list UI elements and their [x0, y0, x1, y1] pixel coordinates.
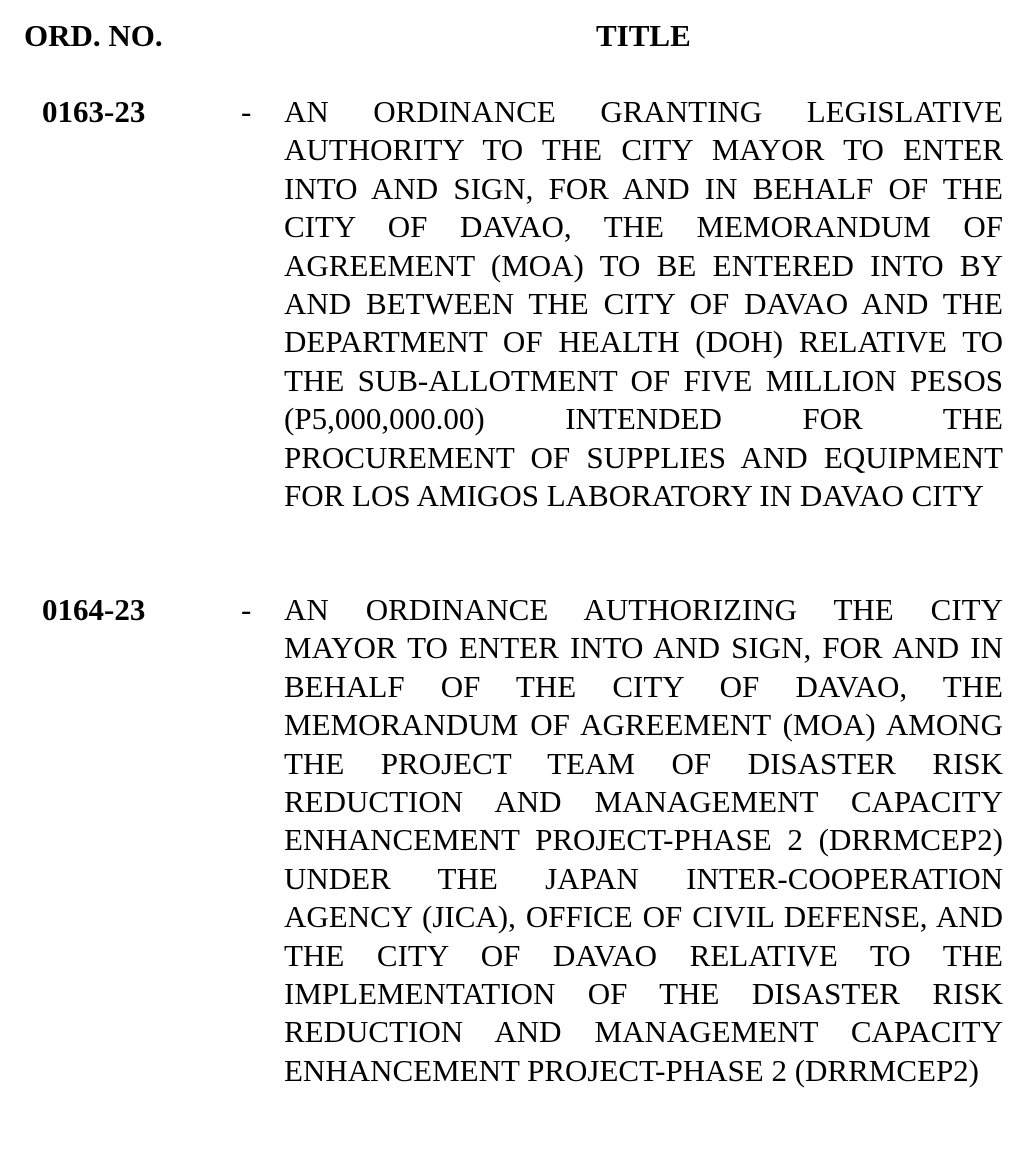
ordinance-title: AN ORDINANCE GRANTING LEGISLATIVE AUTHORITY TO THE CITY MAYOR TO ENTER INTO AND SIGN, FOR AND IN BEHALF OF THE CITY OF DAVAO, THE MEMORANDUM OF AGREEMENT (MOA) TO BE ENTERED INTO BY AND BETWEEN THE CITY OF DAVAO AND THE DEPARTMENT OF HEALTH (DOH) RELATIVE TO THE SUB-ALLOTMENT OF FIVE MILLION PESOS (P5,000,000.00) INTENDED FOR THE PROCUREMENT OF SUPPLIES AND EQUIPMENT FOR LOS AMIGOS LABORATORY IN DAVAO CITY	[284, 94, 1003, 514]
entry-dash: -	[241, 592, 252, 627]
ordinance-title: AN ORDINANCE AUTHORIZING THE CITY MAYOR TO ENTER INTO AND SIGN, FOR AND IN BEHALF OF THE CITY OF DAVAO, THE MEMORANDUM OF AGREEMENT (MOA) AMONG THE PROJECT TEAM OF DISASTER RISK REDUCTION AND MANAGEMENT CAPACITY ENHANCEMENT PROJECT-PHASE 2 (DRRMCEP2) UNDER THE JAPAN INTER-COOPERATION AGENCY (JICA), OFFICE OF CIVIL DEFENSE, AND THE CITY OF DAVAO RELATIVE TO THE IMPLEMENTATION OF THE DISASTER RISK REDUCTION AND MANAGEMENT CAPACITY ENHANCEMENT PROJECT-PHASE 2 (DRRMCEP2)	[284, 592, 1003, 1088]
ordinance-number: 0163-23	[42, 94, 146, 129]
ordinance-number: 0164-23	[42, 592, 146, 627]
entry-dash: -	[241, 94, 252, 129]
ord-no-column-header: ORD. NO.	[24, 18, 163, 53]
title-column-header: TITLE	[596, 18, 691, 53]
